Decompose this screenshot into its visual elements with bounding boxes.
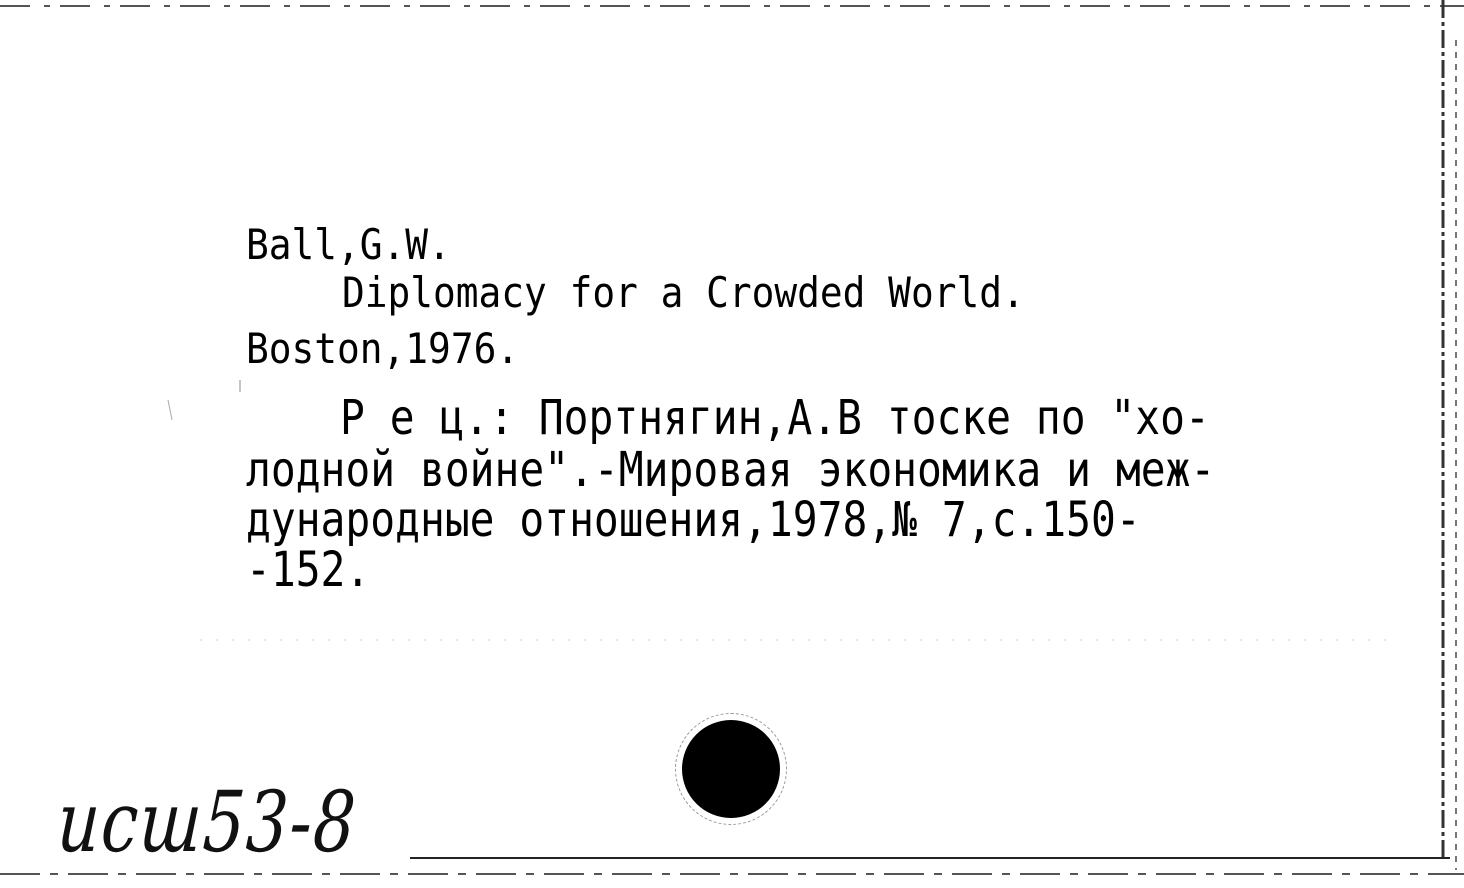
imprint: Boston,1976. [246,324,520,373]
book-title: Diplomacy for a Crowded World. [342,268,1025,317]
punch-hole [682,720,780,818]
handwritten-shelfmark: ucш53-8 [55,773,360,871]
review-note-line: дународные отношения,1978,№ 7,с.150- [246,492,1141,548]
author-heading: Ball,G.W. [246,220,451,269]
review-note-line: лодной войне".-Мировая экономика и меж- [246,442,1216,498]
review-note-line: Р е ц.: Портнягин,А.В тоске по "хо- [340,390,1210,446]
review-note-line: -152. [246,542,371,598]
